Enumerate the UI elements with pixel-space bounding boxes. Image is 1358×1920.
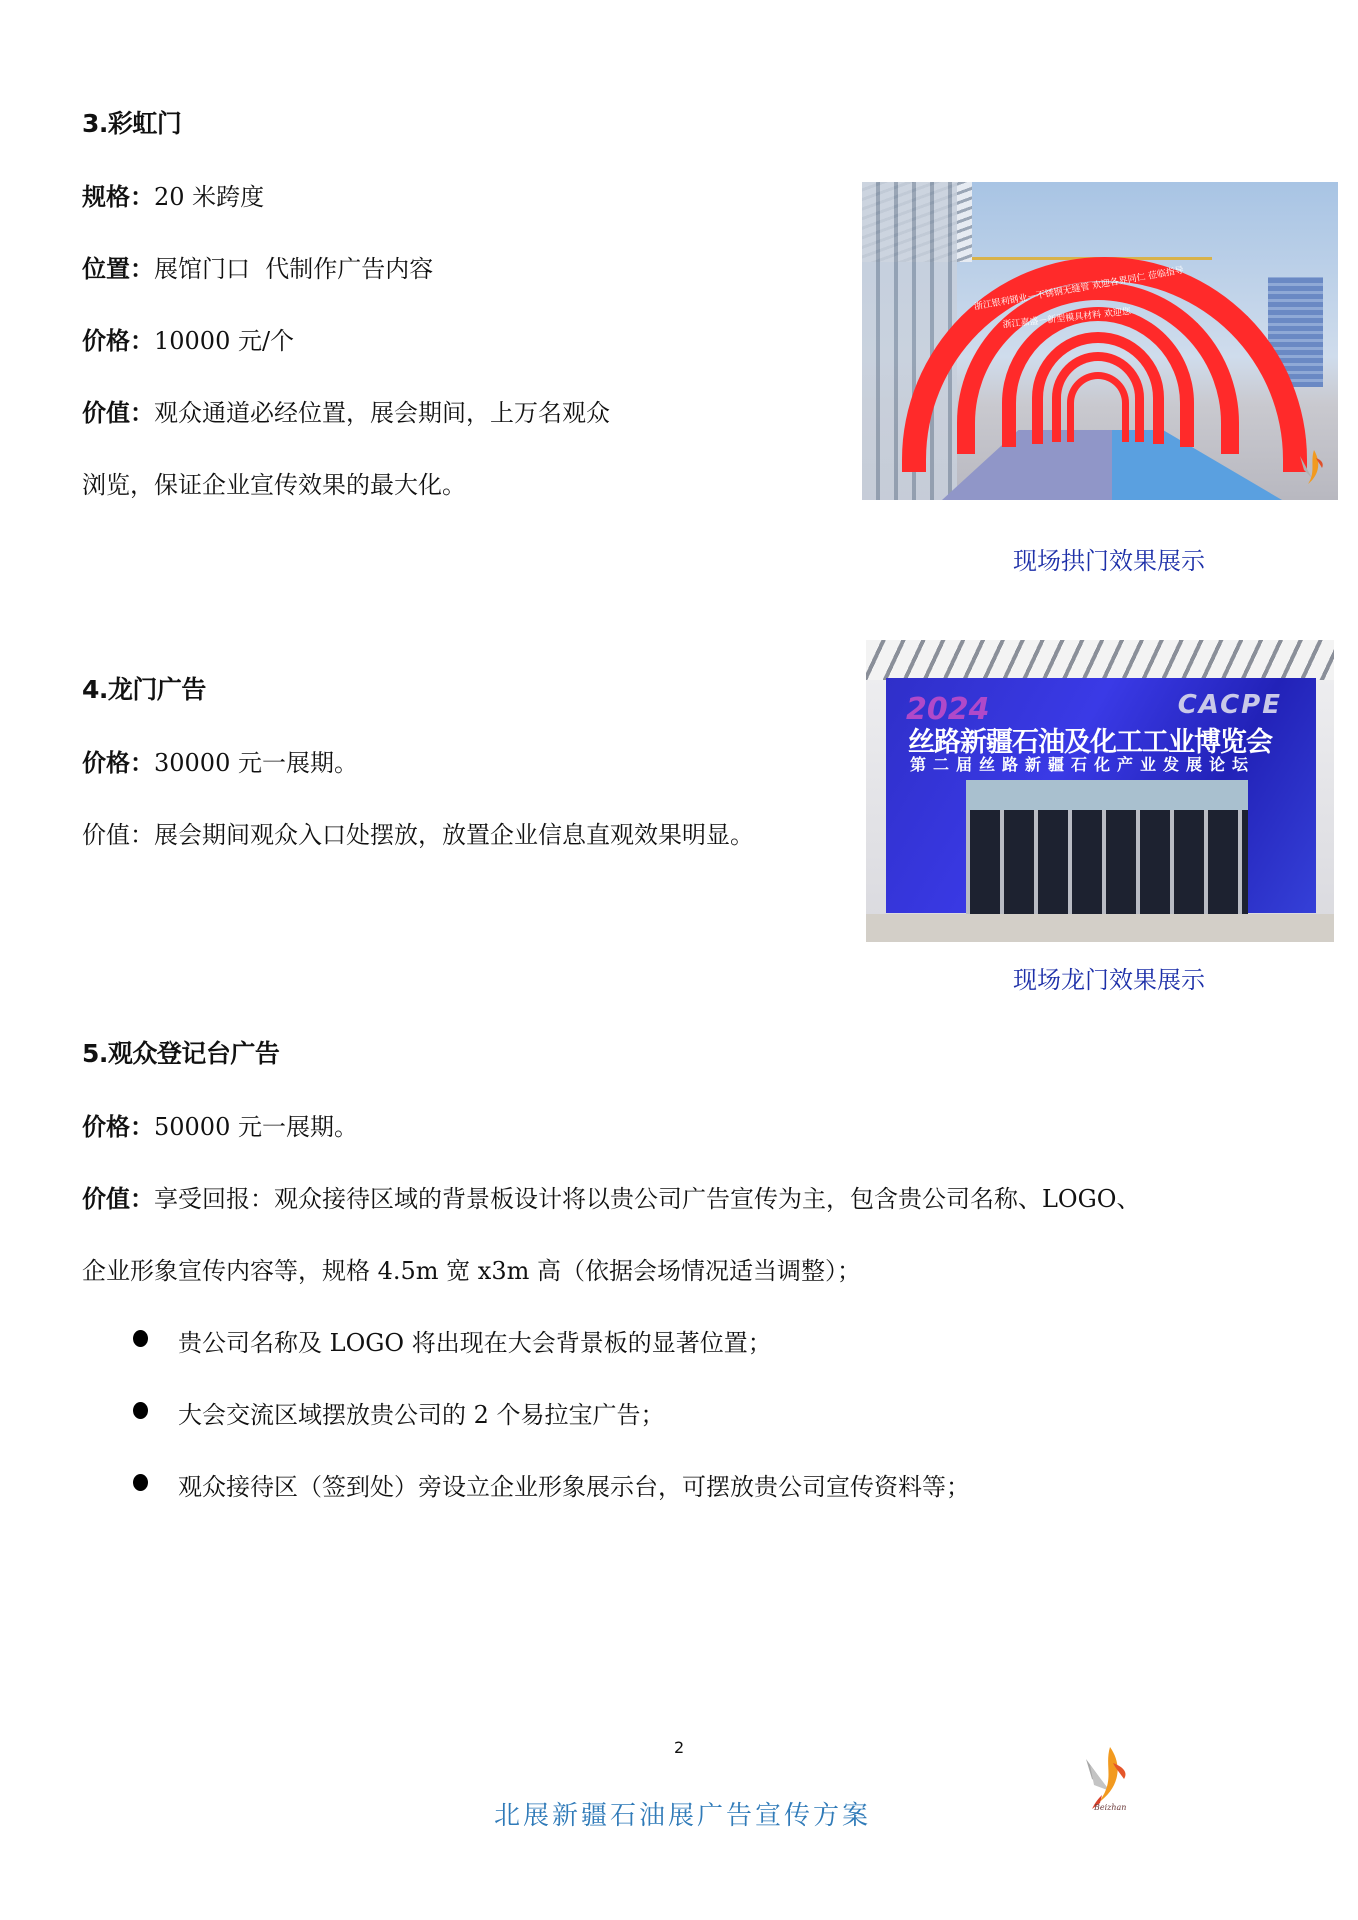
field-value: 30000 元一展期。 [154, 749, 358, 777]
dragon-value-line [82, 815, 754, 850]
rainbow-value-line [82, 393, 610, 428]
arch-banner-text-2: 浙江嘉盛－新型模具材料 欢迎您 [1002, 307, 1132, 331]
dragon-photo-caption: 现场龙门效果展示 [1013, 966, 1205, 994]
canopy-structure [866, 640, 1334, 680]
field-label: 价格： [82, 327, 154, 355]
rainbow-spec-line [82, 177, 264, 212]
field-label: 价值： [82, 821, 154, 849]
banner-brand: CACPE [1177, 690, 1282, 720]
benefit-bullet: 贵公司名称及 LOGO 将出现在大会背景板的显著位置； [178, 1329, 772, 1357]
bullet-icon [133, 1330, 148, 1347]
field-label: 价值： [82, 399, 154, 427]
rainbow-arch-photo [862, 182, 1338, 500]
field-value: 50000 元一展期。 [154, 1113, 358, 1141]
field-value: 20 米跨度 [154, 183, 265, 211]
dragon-price-line [82, 743, 358, 778]
banner-subheadline: 第二届丝路新疆石化产业发展论坛 [910, 755, 1256, 774]
benefit-bullet: 大会交流区域摆放贵公司的 2 个易拉宝广告； [178, 1401, 665, 1429]
field-value: 观众通道必经位置，展会期间，上万名观众 [154, 399, 610, 427]
registration-value-continuation: 企业形象宣传内容等，规格 4.5m 宽 x3m 高（依据会场情况适当调整）； [82, 1257, 862, 1285]
field-value: 享受回报：观众接待区域的背景板设计将以贵公司广告宣传为主，包含贵公司名称、LOGO、 [154, 1185, 1141, 1213]
ground [866, 914, 1334, 942]
section-title-rainbow-arch: 3.彩虹门 [82, 109, 182, 138]
field-value: 展会期间观众入口处摆放，放置企业信息直观效果明显。 [154, 821, 754, 849]
footer-title: 北展新疆石油展广告宣传方案 [494, 1801, 872, 1831]
registration-value-line [82, 1179, 1140, 1214]
rainbow-photo-caption: 现场拱门效果展示 [1013, 547, 1205, 575]
rainbow-location-line [82, 249, 433, 284]
section-title-registration-desk: 5.观众登记台广告 [82, 1039, 280, 1068]
benefit-bullet: 观众接待区（签到处）旁设立企业形象展示台，可摆放贵公司宣传资料等； [178, 1473, 970, 1501]
arch-banner-text: 浙江银利钢业－不锈钢无缝管 欢迎各界同仁 莅临指导 [973, 265, 1185, 313]
banner-year: 2024 [906, 692, 990, 727]
field-label: 位置： [82, 255, 154, 283]
registration-price-line [82, 1107, 358, 1142]
rainbow-value-continuation: 浏览，保证企业宣传效果的最大化。 [82, 471, 466, 499]
page-number: 2 [674, 1738, 685, 1757]
bullet-icon [133, 1474, 148, 1491]
field-value: 10000 元/个 [154, 327, 295, 355]
field-label: 价格： [82, 1113, 154, 1141]
field-label: 价格： [82, 749, 154, 777]
logo-text: Beizhan [1094, 1803, 1127, 1812]
bullet-icon [133, 1402, 148, 1419]
dragon-gate-photo [866, 640, 1334, 942]
phoenix-logo-icon [1080, 1745, 1140, 1815]
field-label: 价值： [82, 1185, 154, 1213]
field-label: 规格： [82, 183, 154, 211]
phoenix-logo-icon [1296, 448, 1326, 490]
banner-headline: 丝路新疆石油及化工工业博览会 [908, 727, 1272, 758]
field-value: 展馆门口 代制作广告内容 [154, 255, 434, 283]
section-title-dragon-gate: 4.龙门广告 [82, 675, 206, 704]
rainbow-price-line [82, 321, 294, 356]
